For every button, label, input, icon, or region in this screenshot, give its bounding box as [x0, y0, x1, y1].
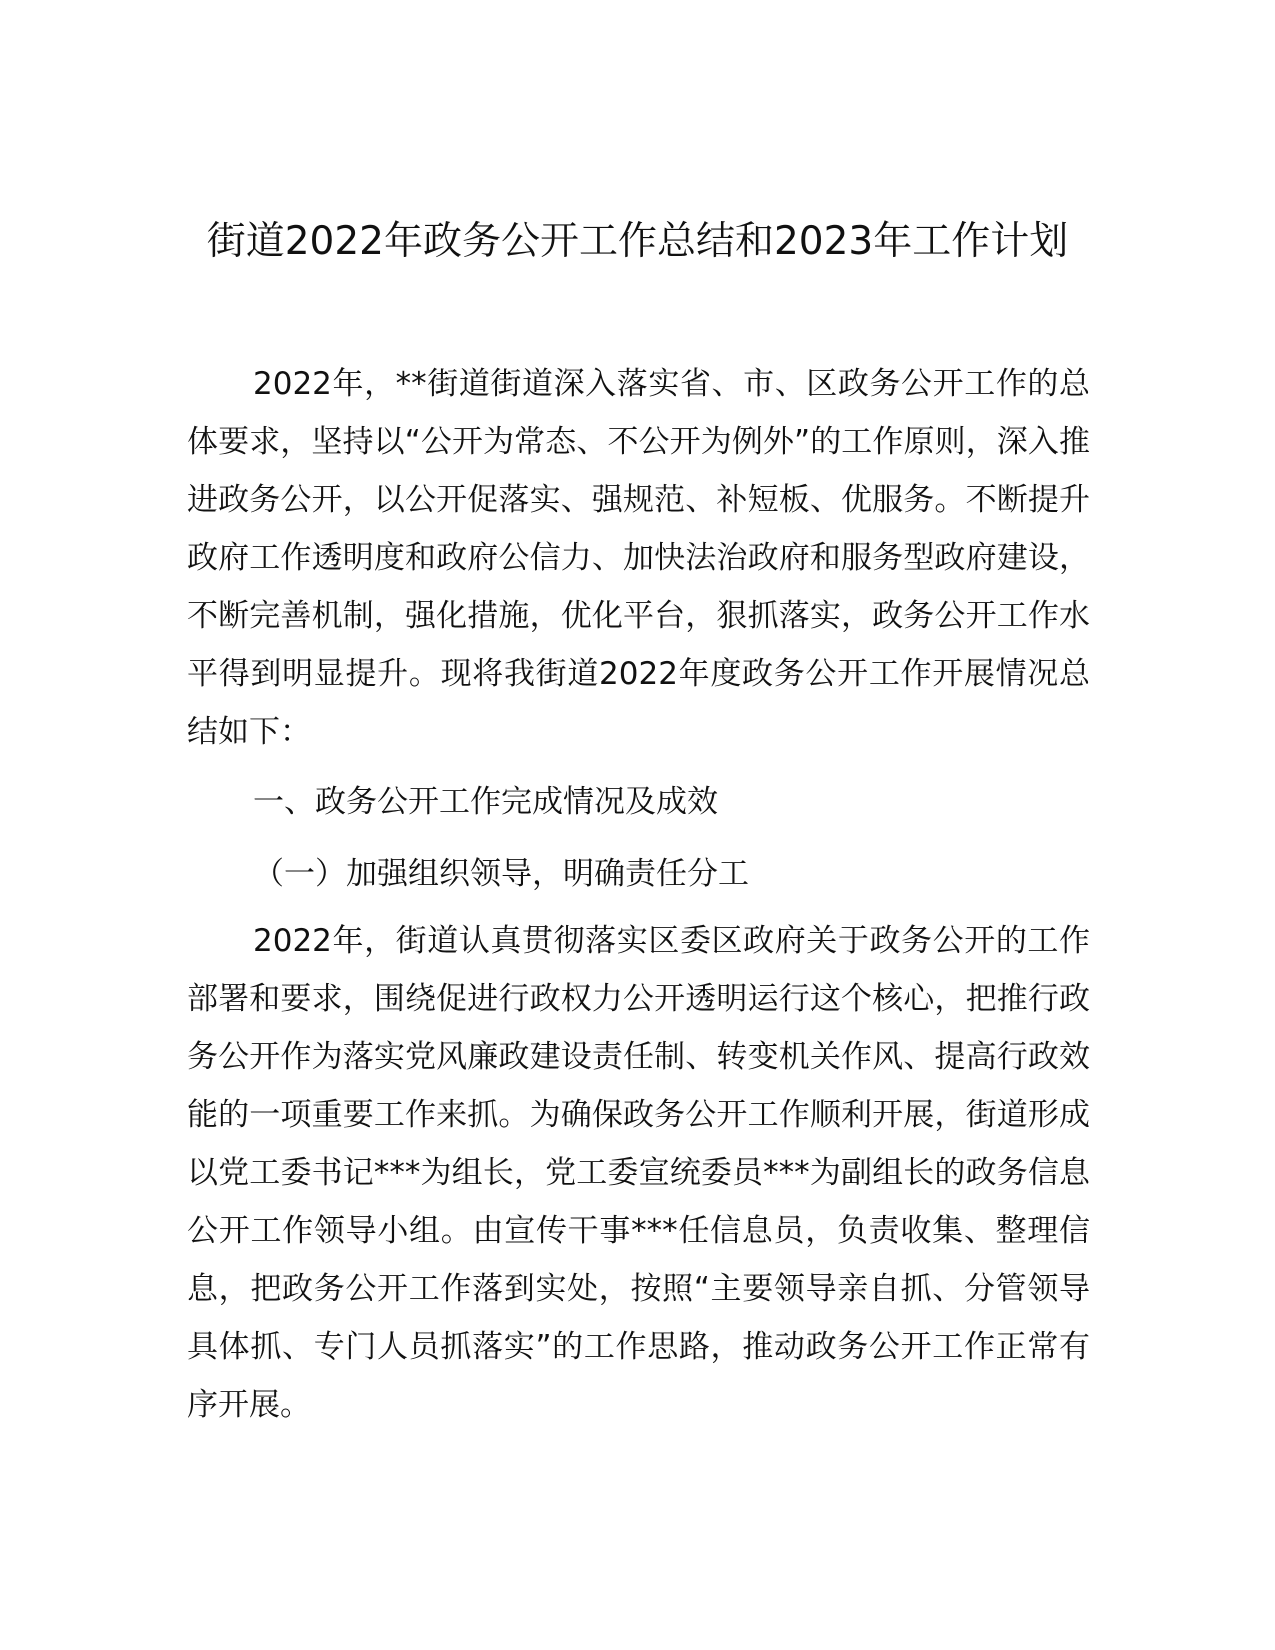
intro-paragraph: 2022年，**街道街道深入落实省、市、区政务公开工作的总体要求，坚持以“公开为常态、不公开为例外”的工作原则，深入推进政务公开，以公开促落实、强规范、补短板、优服务。不断提升政府工作透明度和政府公信力、加快法治政府和服务型政府建设，不断完善机制，强化措施，优化平台，狠抓落实，政务公开工作水平得到明显提升。现将我街道2022年度政务公开工作开展情况总结如下： — [187, 366, 1090, 750]
subsection-heading: （一）加强组织领导，明确责任分工 — [253, 856, 749, 892]
section-heading: 一、政务公开工作完成情况及成效 — [253, 784, 718, 820]
body-paragraph: 2022年，街道认真贯彻落实区委区政府关于政务公开的工作部署和要求，围绕促进行政权力公开透明运行这个核心，把推行政务公开作为落实党风廉政建设责任制、转变机关作风、提高行政效能的一项重要工作来抓。为确保政务公开工作顺利开展，街道形成以党工委书记***为组长，党工委宣统委员***为副组长的政务信息公开工作领导小组。由宣传干事***任信息员，负责收集、整理信息，把政务公开工作落到实处，按照“主要领导亲自抓、分管领导具体抓、专门人员抓落实”的工作思路，推动政务公开工作正常有序开展。 — [187, 923, 1090, 1423]
document-title: 街道2022年政务公开工作总结和2023年工作计划 — [206, 219, 1069, 264]
